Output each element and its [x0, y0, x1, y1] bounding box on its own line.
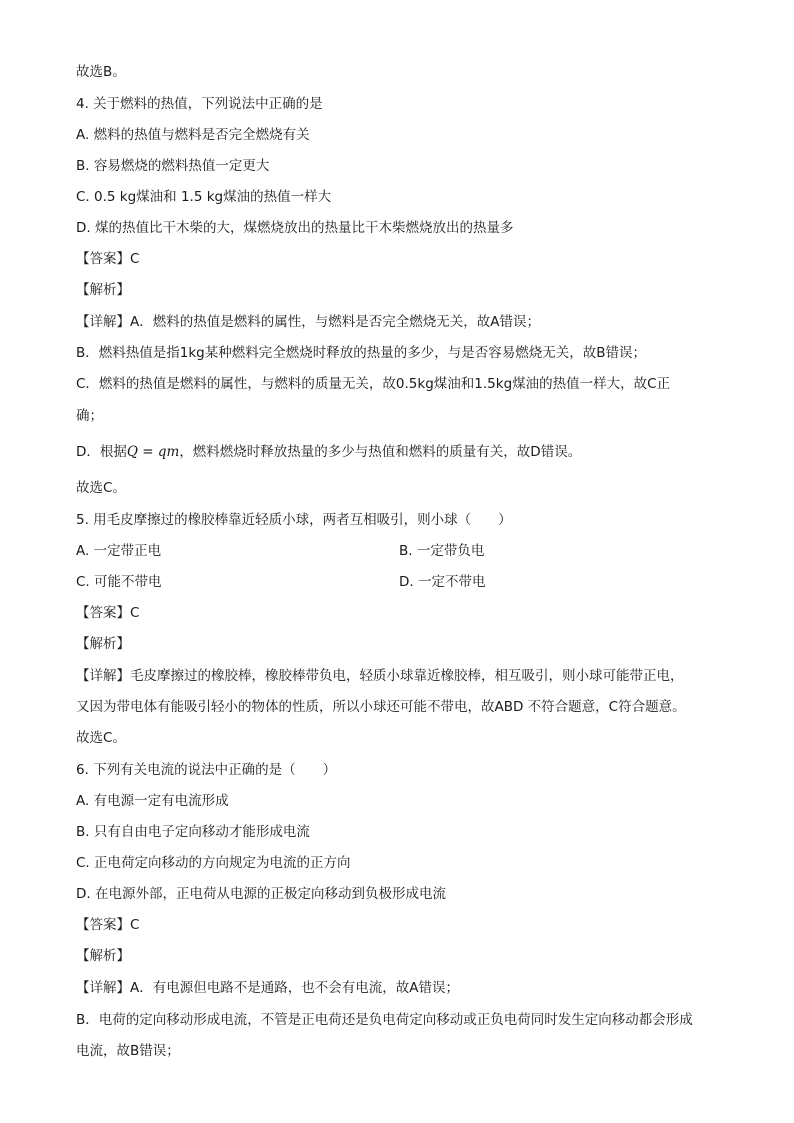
question-4-option-d: D. 煤的热值比干木柴的大，煤燃烧放出的热量比干木柴燃烧放出的热量多 [76, 220, 514, 236]
explanation-d-suffix: ，燃料燃烧时释放热量的多少与热值和燃料的质量有关，故D错误。 [179, 444, 582, 460]
explanation-d-prefix: D．根据 [76, 444, 127, 460]
question-5-option-b: B. 一定带负电 [399, 543, 485, 559]
question-5-answer: 【答案】C [76, 605, 140, 621]
question-5-option-c: C. 可能不带电 [76, 574, 162, 590]
question-4-analysis-heading: 【解析】 [76, 282, 130, 298]
question-6-option-d: D. 在电源外部，正电荷从电源的正极定向移动到负极形成电流 [76, 886, 446, 902]
question-5-explanation-line1: 【详解】毛皮摩擦过的橡胶棒，橡胶棒带负电，轻质小球靠近橡胶棒，相互吸引，则小球可能带正电， [76, 668, 684, 684]
question-4-option-a: A. 燃料的热值与燃料是否完全燃烧有关 [76, 127, 310, 143]
question-4-stem: 4. 关于燃料的热值，下列说法中正确的是 [76, 96, 323, 112]
question-4-explanation-d [76, 443, 581, 461]
question-6-analysis-heading: 【解析】 [76, 948, 130, 964]
question-6-explanation-b-line1: B．电荷的定向移动形成电流，不管是正电荷还是负电荷定向移动或正负电荷同时发生定向移动都会形成 [76, 1012, 693, 1028]
question-6-option-c: C. 正电荷定向移动的方向规定为电流的正方向 [76, 855, 351, 871]
question-6-answer: 【答案】C [76, 917, 140, 933]
question-5-option-d: D. 一定不带电 [399, 574, 486, 590]
question-5-conclusion: 故选C。 [76, 730, 126, 746]
question-4-explanation-c-line2: 确； [76, 408, 103, 424]
conclusion-line: 故选B。 [76, 64, 126, 80]
question-5-option-a: A. 一定带正电 [76, 543, 162, 559]
question-5-analysis-heading: 【解析】 [76, 636, 130, 652]
question-6-explanation-b-line2: 电流，故B错误； [76, 1043, 180, 1059]
question-4-option-c: C. 0.5 kg煤油和 1.5 kg煤油的热值一样大 [76, 189, 332, 205]
question-4-explanation-a: 【详解】A．燃料的热值是燃料的属性，与燃料是否完全燃烧无关，故A错误； [76, 314, 540, 330]
question-4-conclusion: 故选C。 [76, 480, 126, 496]
question-4-explanation-b: B．燃料热值是指1kg某种燃料完全燃烧时释放的热量的多少，与是否容易燃烧无关，故B错误； [76, 345, 646, 361]
question-6-explanation-a: 【详解】A．有电源但电路不是通路，也不会有电流，故A错误； [76, 980, 459, 996]
question-5-stem: 5. 用毛皮摩擦过的橡胶棒靠近轻质小球，两者互相吸引，则小球（ ） [76, 512, 512, 528]
question-4-option-b: B. 容易燃烧的燃料热值一定更大 [76, 158, 270, 174]
heat-formula: Q = qm [126, 444, 180, 460]
question-4-explanation-c-line1: C．燃料的热值是燃料的属性，与燃料的质量无关，故0.5kg煤油和1.5kg煤油的热值一样大，故C正 [76, 376, 671, 392]
question-6-stem: 6. 下列有关电流的说法中正确的是（ ） [76, 762, 337, 778]
question-6-option-a: A. 有电源一定有电流形成 [76, 793, 229, 809]
question-5-explanation-line2: 又因为带电体有能吸引轻小的物体的性质，所以小球还可能不带电，故ABD 不符合题意，C符合题意。 [76, 699, 686, 715]
question-4-answer: 【答案】C [76, 251, 140, 267]
question-6-option-b: B. 只有自由电子定向移动才能形成电流 [76, 824, 310, 840]
